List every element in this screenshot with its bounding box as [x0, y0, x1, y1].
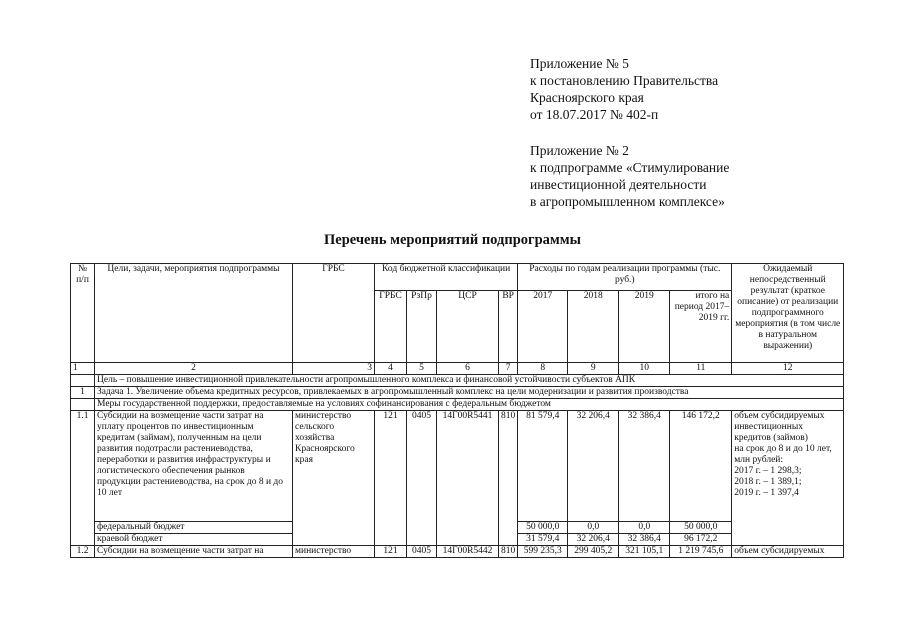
- goal-row: Цель – повышение инвестиционной привлекательности агропромышленного комплекса и финансовой устойчивости субъектов АПК: [95, 375, 844, 387]
- item-csr: 14Г00R5441: [437, 411, 499, 522]
- col-number: 10: [619, 363, 670, 375]
- header-sub-vr: ВР: [499, 291, 518, 363]
- col-number: 8: [518, 363, 568, 375]
- measures-num-cell: [71, 399, 95, 411]
- result-line: 2018 г. – 1 389,1;: [734, 477, 802, 487]
- col-number: 4: [375, 363, 407, 375]
- item-grbs-name: министерство: [293, 546, 375, 558]
- federal-y2018: 0,0: [568, 522, 619, 534]
- result-line: инвестиционных: [734, 422, 803, 432]
- item-y2018: 299 405,2: [568, 546, 619, 558]
- appendix-line: Приложение № 2: [530, 143, 629, 158]
- appendix-5-header: [530, 55, 718, 123]
- appendix-2-header: [530, 142, 729, 210]
- item-grbs: 121: [375, 546, 407, 558]
- regional-total: 96 172,2: [670, 534, 732, 546]
- regional-y2017: 31 579,4: [518, 534, 568, 546]
- header-year-2018: 2018: [568, 291, 619, 363]
- regional-budget-label: краевой бюджет: [95, 534, 293, 546]
- header-sub-rzpr: РзПр: [407, 291, 437, 363]
- item-num: 1.2: [71, 546, 95, 558]
- item-num: 1.1: [71, 411, 95, 546]
- col-number: 2: [95, 363, 293, 375]
- appendix-line: к постановлению Правительства: [530, 73, 719, 88]
- appendix-line: к подпрограмме «Стимулирование: [530, 160, 730, 175]
- item-text: Субсидии на возмещение части затрат на уплату процентов по инвестиционным кредитам (займам), полученным на цели развития подотрасли растениеводства, переработки и развития инфраструктуры и логистического обеспечения рынков продукции растениеводства, на срок до 8 и до 10 лет: [95, 411, 293, 522]
- result-line: на срок до 8 и до 10 лет,: [734, 444, 832, 454]
- item-rzpr: 0405: [407, 411, 437, 522]
- item-result: [732, 411, 844, 546]
- header-sub-grbs: ГРБС: [375, 291, 407, 363]
- header-year-2019: 2019: [619, 291, 670, 363]
- item-rzpr: 0405: [407, 546, 437, 558]
- appendix-line: инвестиционной деятельности: [530, 177, 707, 192]
- appendix-line: в агропромышленном комплексе»: [530, 194, 725, 209]
- goal-num-cell: [71, 375, 95, 387]
- item-y2019: 321 105,1: [619, 546, 670, 558]
- regional-y2019: 32 386,4: [619, 534, 670, 546]
- header-year-2017: 2017: [518, 291, 568, 363]
- header-sub-csr: ЦСР: [437, 291, 499, 363]
- measures-row: Меры государственной поддержки, предоставляемые на условиях софинансирования с федеральным бюджетом: [95, 399, 844, 411]
- col-number: 6: [437, 363, 499, 375]
- measures-table: [70, 263, 844, 558]
- col-number: 11: [670, 363, 732, 375]
- header-total: итого на период 2017–2019 гг.: [670, 291, 732, 363]
- col-number: 9: [568, 363, 619, 375]
- item-text: Субсидии на возмещение части затрат на: [95, 546, 293, 558]
- federal-total: 50 000,0: [670, 522, 732, 534]
- item-csr: 14Г00R5442: [437, 546, 499, 558]
- col-number: 7: [499, 363, 518, 375]
- result-line: 2019 г. – 1 397,4: [734, 488, 799, 498]
- result-line: млн рублей:: [734, 455, 784, 465]
- result-line: объем субсидируемых: [734, 411, 825, 421]
- header-num: № п/п: [71, 264, 95, 363]
- item-grbs: 121: [375, 411, 407, 522]
- col-number: 1: [71, 363, 95, 375]
- item-y2017: 81 579,4: [518, 411, 568, 522]
- federal-y2019: 0,0: [619, 522, 670, 534]
- header-goals: Цели, задачи, мероприятия подпрограммы: [95, 264, 293, 363]
- result-line: 2017 г. – 1 298,3;: [734, 466, 802, 476]
- col-number: 3: [293, 363, 375, 375]
- item-y2019: 32 386,4: [619, 411, 670, 522]
- document-title: Перечень мероприятий подпрограммы: [324, 232, 581, 248]
- col-number: 12: [732, 363, 844, 375]
- item-grbs-name: министерство сельского хозяйства Красноярского края: [293, 411, 375, 546]
- item-total: 146 172,2: [670, 411, 732, 522]
- appendix-line: от 18.07.2017 № 402-п: [530, 107, 659, 122]
- item-vr: 810: [499, 411, 518, 522]
- col-number: 5: [407, 363, 437, 375]
- header-grbs: ГРБС: [293, 264, 375, 363]
- item-result: объем субсидируемых: [732, 546, 844, 558]
- task-row: Задача 1. Увеличение объема кредитных ресурсов, привлекаемых в агропромышленный комплекс на цели модернизации и развития производства: [95, 387, 844, 399]
- header-result: Ожидаемый непосредственный результат (краткое описание) от реализации подпрограммного мероприятия (в том числе в натуральном выражении): [732, 264, 844, 363]
- regional-y2018: 32 206,4: [568, 534, 619, 546]
- result-line: кредитов (займов): [734, 433, 808, 443]
- task-num: 1: [71, 387, 95, 399]
- federal-budget-label: федеральный бюджет: [95, 522, 293, 534]
- header-expenses: Расходы по годам реализации программы (тыс. руб.): [518, 264, 732, 291]
- appendix-line: Красноярского края: [530, 90, 644, 105]
- federal-y2017: 50 000,0: [518, 522, 568, 534]
- header-budget-code: Код бюджетной классификации: [375, 264, 518, 291]
- item-y2017: 599 235,3: [518, 546, 568, 558]
- item-total: 1 219 745,6: [670, 546, 732, 558]
- item-vr: 810: [499, 546, 518, 558]
- appendix-line: Приложение № 5: [530, 56, 629, 71]
- item-y2018: 32 206,4: [568, 411, 619, 522]
